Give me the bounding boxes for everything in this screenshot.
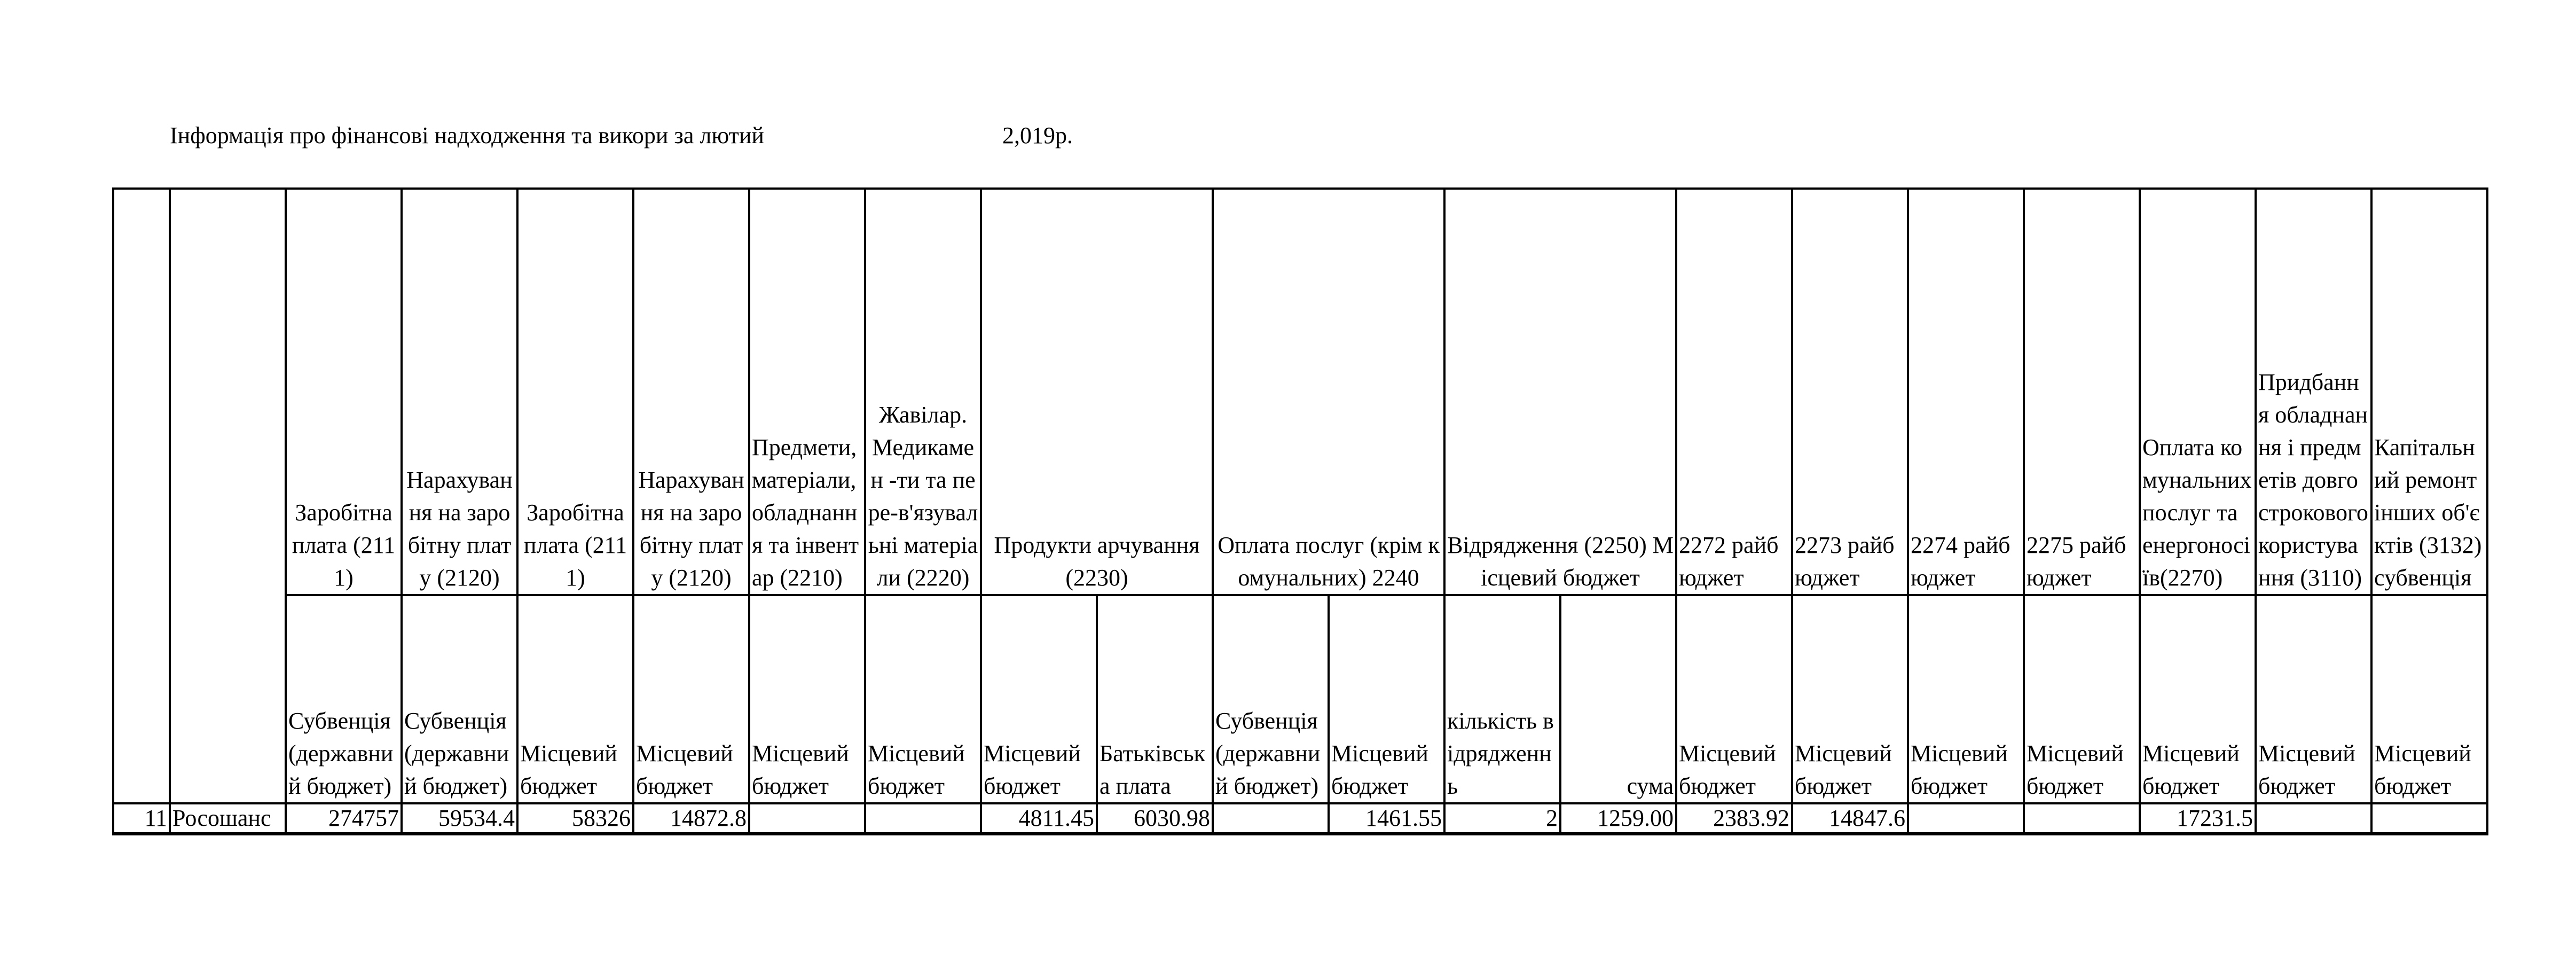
sub-header: Місцевий бюджет — [749, 595, 865, 803]
sub-header: Місцевий бюджет — [1329, 595, 1444, 803]
col-header-medicines-2220: Жавілар. Медикамен -ти та пере-в'язувальні матеріали (2220) — [865, 189, 981, 595]
sub-header: Місцевий бюджет — [981, 595, 1097, 803]
col-header-materials-2210: Предмети, матеріали, обладнання та інвентар (2210) — [749, 189, 865, 595]
col-header-equipment-3110: Придбання обладнання і предметів довгострокового користування (3110) — [2256, 189, 2371, 595]
table-cell: 14847.6 — [1792, 803, 1908, 834]
col-header-accruals-2120: Нарахування на заробітну плату (2120) — [402, 189, 517, 595]
table-cell — [2256, 803, 2371, 834]
table-cell: 274757 — [286, 803, 402, 834]
sub-header: Місцевий бюджет — [1792, 595, 1908, 803]
sub-header: кількість відрядженнь — [1444, 595, 1560, 803]
sub-header: Місцевий бюджет — [865, 595, 981, 803]
table-cell: 2383.92 — [1676, 803, 1792, 834]
sub-header: Батьківська плата — [1097, 595, 1213, 803]
report-title: Інформація про фінансові надходження та викори за лютий — [170, 122, 764, 148]
table-cell — [2371, 803, 2487, 834]
row-name-header — [170, 189, 286, 803]
col-header-food-2230: Продукти арчування (2230) — [981, 189, 1213, 595]
finance-table — [112, 187, 2488, 835]
table-cell: 1461.55 — [1329, 803, 1444, 834]
sub-header: Субвенція (державний бюджет) — [402, 595, 517, 803]
table-cell: 1259.00 — [1560, 803, 1676, 834]
col-header-capital-repair-3132: Капітальний ремонт інших об'єктів (3132) субвенція — [2371, 189, 2487, 595]
table-row — [113, 803, 2487, 834]
sub-header: Субвенція (державний бюджет) — [1213, 595, 1329, 803]
table-cell: 59534.4 — [402, 803, 517, 834]
col-header-2272: 2272 райбюджет — [1676, 189, 1792, 595]
table-cell — [865, 803, 981, 834]
col-header-accruals-2120-local: Нарахування на заробітну плату (2120) — [633, 189, 749, 595]
sub-header: сума — [1560, 595, 1676, 803]
row-name: Росошанс — [170, 803, 286, 834]
table-cell: 17231.5 — [2140, 803, 2256, 834]
table-cell: 4811.45 — [981, 803, 1097, 834]
table-cell — [749, 803, 865, 834]
sub-header: Субвенція (державний бюджет) — [286, 595, 402, 803]
col-header-salary-2111: Заробітна плата (2111) — [286, 189, 402, 595]
table-cell: 58326 — [517, 803, 633, 834]
col-header-salary-2111-local: Заробітна плата (2111) — [517, 189, 633, 595]
col-header-2274: 2274 райбюджет — [1908, 189, 2024, 595]
sub-header: Місцевий бюджет — [1676, 595, 1792, 803]
report-year: 2,019р. — [1002, 122, 1073, 148]
table-cell — [1908, 803, 2024, 834]
sub-header: Місцевий бюджет — [517, 595, 633, 803]
col-header-services-2240: Оплата послуг (крім комунальних) 2240 — [1213, 189, 1444, 595]
col-header-2275: 2275 райбюджет — [2024, 189, 2140, 595]
sub-header: Місцевий бюджет — [633, 595, 749, 803]
sub-header: Місцевий бюджет — [1908, 595, 2024, 803]
table-cell — [2024, 803, 2140, 834]
table-cell: 2 — [1444, 803, 1560, 834]
col-header-travel-2250: Відрядження (2250) Місцевий бюджет — [1444, 189, 1676, 595]
col-header-utilities-2270: Оплата комунальних послуг та енергоносіїв(2270) — [2140, 189, 2256, 595]
table-cell: 6030.98 — [1097, 803, 1213, 834]
col-header-2273: 2273 райбюджет — [1792, 189, 1908, 595]
row-number: 11 — [113, 803, 170, 834]
table-cell — [1213, 803, 1329, 834]
sub-header: Місцевий бюджет — [2371, 595, 2487, 803]
table-cell: 14872.8 — [633, 803, 749, 834]
sub-header: Місцевий бюджет — [2140, 595, 2256, 803]
sub-header: Місцевий бюджет — [2024, 595, 2140, 803]
sub-header: Місцевий бюджет — [2256, 595, 2371, 803]
row-number-header — [113, 189, 170, 803]
